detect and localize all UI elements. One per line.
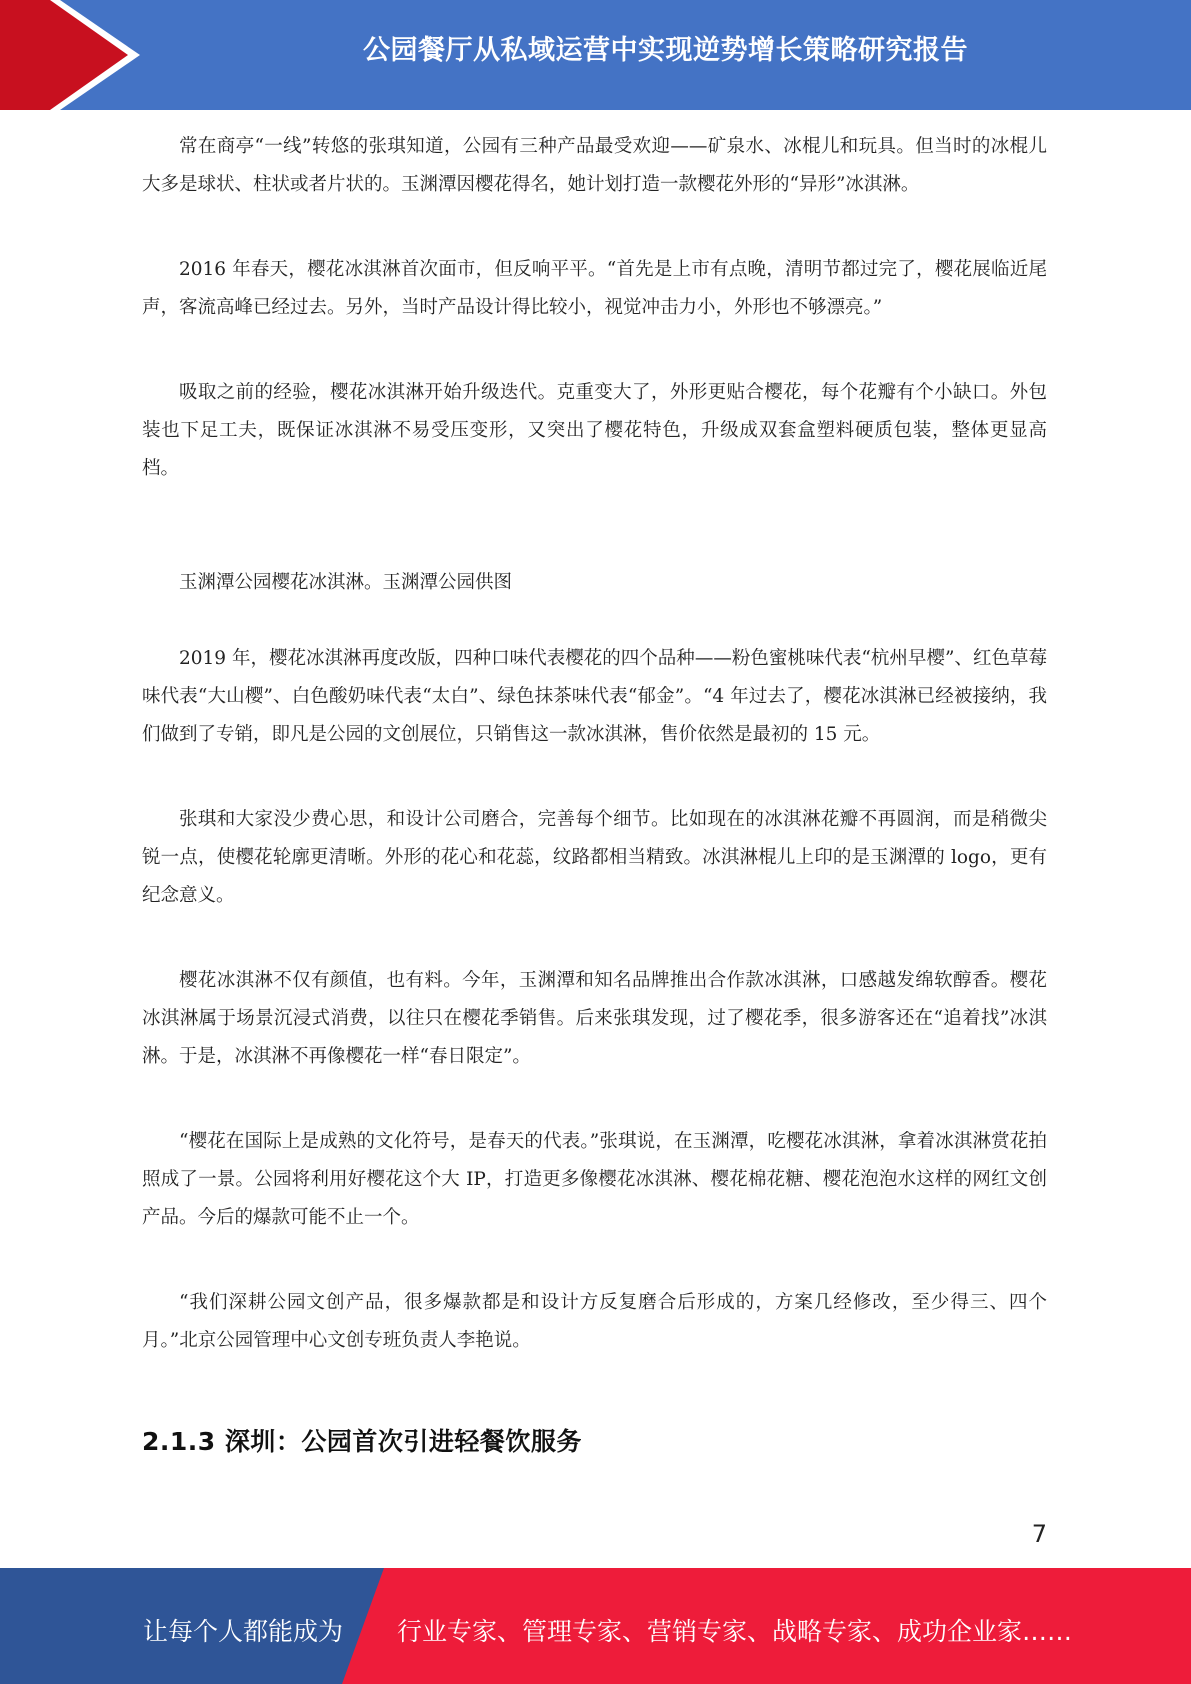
section-heading: 2.1.3 深圳：公园首次引进轻餐饮服务 [142, 1427, 582, 1456]
report-title: 公园餐厅从私域运营中实现逆势增长策略研究报告 [363, 35, 968, 66]
page-number: 7 [1031, 1520, 1047, 1548]
footer-slogan-right: 行业专家、管理专家、营销专家、战略专家、成功企业家…… [397, 1617, 1073, 1646]
paragraph-7: “樱花在国际上是成熟的文化符号，是春天的代表。”张琪说，在玉渊潭，吃樱花冰淇淋，拿着冰淇淋赏花拍照成了一景。公园将利用好樱花这个大 IP，打造更多像樱花冰淇淋、樱花棉花糖、樱花泡泡水这样的网红文创产品。今后的爆款可能不止一个。 [142, 1131, 1047, 1228]
footer-slogan-left: 让每个人都能成为 [143, 1617, 344, 1646]
header-banner [0, 0, 1191, 110]
paragraph-6: 樱花冰淇淋不仅有颜值，也有料。今年，玉渊潭和知名品牌推出合作款冰淇淋，口感越发绵软醇香。樱花冰淇淋属于场景沉浸式消费，以往只在樱花季销售。后来张琪发现，过了樱花季，很多游客还在“追着找”冰淇淋。于是，冰淇淋不再像樱花一样“春日限定”。 [142, 970, 1047, 1067]
document-body [142, 128, 1047, 1360]
paragraph-1: 常在商亭“一线”转悠的张琪知道，公园有三种产品最受欢迎——矿泉水、冰棍儿和玩具。但当时的冰棍儿大多是球状、柱状或者片状的。玉渊潭因樱花得名，她计划打造一款樱花外形的“异形”冰淇淋。 [142, 136, 1047, 195]
header-arrow-decoration [0, 0, 160, 110]
paragraph-2: 2016 年春天，樱花冰淇淋首次面市，但反响平平。“首先是上市有点晚，清明节都过完了，樱花展临近尾声，客流高峰已经过去。另外，当时产品设计得比较小，视觉冲击力小，外形也不够漂亮。” [142, 259, 1047, 318]
paragraph-8: “我们深耕公园文创产品，很多爆款都是和设计方反复磨合后形成的，方案几经修改，至少得三、四个月。”北京公园管理中心文创专班负责人李艳说。 [142, 1292, 1047, 1351]
footer-banner [0, 1568, 1191, 1684]
paragraph-5: 张琪和大家没少费心思，和设计公司磨合，完善每个细节。比如现在的冰淇淋花瓣不再圆润，而是稍微尖锐一点，使樱花轮廓更清晰。外形的花心和花蕊，纹路都相当精致。冰淇淋棍儿上印的是玉渊潭的 logo，更有纪念意义。 [142, 809, 1047, 906]
paragraph-3: 吸取之前的经验，樱花冰淇淋开始升级迭代。克重变大了，外形更贴合樱花，每个花瓣有个小缺口。外包装也下足工夫，既保证冰淇淋不易受压变形，又突出了樱花特色，升级成双套盒塑料硬质包装，整体更显高档。 [142, 382, 1047, 479]
paragraph-4: 2019 年，樱花冰淇淋再度改版，四种口味代表樱花的四个品种——粉色蜜桃味代表“杭州早樱”、红色草莓味代表“大山樱”、白色酸奶味代表“太白”、绿色抹茶味代表“郁金”。“4 年过去了，樱花冰淇淋已经被接纳，我们做到了专销，即凡是公园的文创展位，只销售这一款冰淇淋，售价依然是最初的 15 元。 [142, 648, 1047, 745]
image-caption: 玉渊潭公园樱花冰淇淋。玉渊潭公园供图 [179, 572, 513, 593]
